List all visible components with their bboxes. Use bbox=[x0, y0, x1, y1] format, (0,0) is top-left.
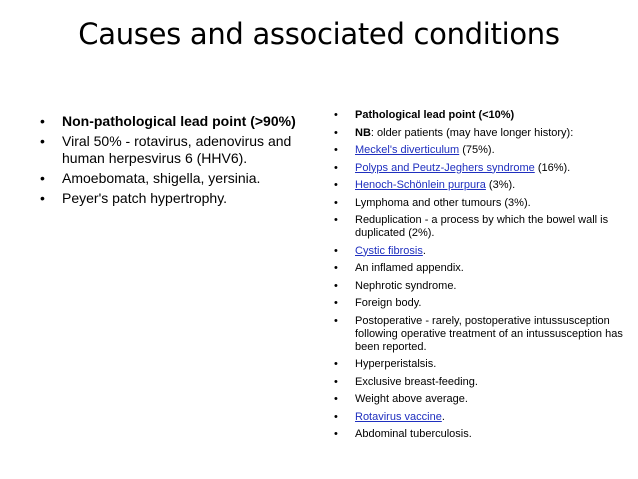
item-text: Hyperperistalsis. bbox=[355, 358, 437, 370]
item-text: Foreign body. bbox=[355, 297, 422, 309]
bullet-icon: • bbox=[40, 190, 45, 206]
left-list-item bbox=[40, 133, 310, 167]
item-text: Peyer's patch hypertrophy. bbox=[62, 190, 228, 206]
bullet-icon: • bbox=[334, 109, 338, 121]
right-list-item bbox=[334, 214, 624, 240]
right-list-item bbox=[334, 315, 624, 354]
item-text: Viral 50% - rotavirus, adenovirus and human herpesvirus 6 (HHV6). bbox=[62, 133, 292, 166]
item-text: Weight above average. bbox=[355, 393, 468, 405]
slide-title: Causes and associated conditions bbox=[78, 17, 560, 51]
bullet-icon: • bbox=[334, 126, 338, 139]
left-list-item bbox=[40, 170, 310, 187]
left-list-item bbox=[40, 113, 310, 130]
right-list-item bbox=[334, 245, 624, 258]
right-list-item bbox=[334, 428, 624, 441]
item-text: (3%). bbox=[485, 179, 516, 191]
item-bold-text: Non-pathological lead point (>90%) bbox=[62, 113, 296, 129]
item-text: . bbox=[422, 244, 426, 257]
right-list-item bbox=[334, 376, 624, 389]
bullet-icon: • bbox=[334, 244, 338, 257]
bullet-icon: • bbox=[334, 144, 338, 156]
right-list-item bbox=[334, 393, 624, 406]
item-text: Amoebomata, shigella, yersinia. bbox=[62, 170, 261, 186]
item-link[interactable]: Meckel's diverticulum bbox=[355, 144, 460, 156]
item-bold-text: NB bbox=[355, 126, 371, 139]
item-text: Lymphoma and other tumours (3%). bbox=[355, 196, 531, 209]
item-link[interactable]: Polyps and Peutz-Jeghers syndrome bbox=[355, 161, 535, 174]
item-link[interactable]: Cystic fibrosis bbox=[355, 244, 423, 257]
item-link[interactable]: Henoch-Schönlein purpura bbox=[355, 179, 486, 191]
right-list-item bbox=[334, 109, 624, 122]
bullet-icon: • bbox=[40, 133, 45, 149]
item-text: Reduplication - a process by which the bowel wall is duplicated (2%). bbox=[355, 214, 609, 239]
bullet-icon: • bbox=[40, 113, 45, 129]
item-link[interactable]: Rotavirus vaccine bbox=[355, 410, 442, 423]
bullet-icon: • bbox=[334, 179, 338, 191]
bullet-icon: • bbox=[334, 358, 338, 370]
bullet-icon: • bbox=[334, 161, 338, 174]
bullet-icon: • bbox=[334, 297, 338, 309]
item-text: . bbox=[441, 410, 445, 423]
item-text: Nephrotic syndrome. bbox=[355, 279, 457, 292]
right-list-item bbox=[334, 162, 624, 175]
right-list-item bbox=[334, 280, 624, 293]
bullet-icon: • bbox=[334, 410, 338, 423]
right-list-item bbox=[334, 262, 624, 275]
item-text: Abdominal tuberculosis. bbox=[355, 428, 472, 440]
item-bold-text: Pathological lead point (<10%) bbox=[355, 109, 515, 121]
item-text: Postoperative - rarely, postoperative intussusception following operative treatment of an intussusception has been reported. bbox=[355, 314, 623, 353]
bullet-icon: • bbox=[334, 214, 338, 226]
bullet-icon: • bbox=[334, 196, 338, 209]
item-text: (75%). bbox=[459, 144, 495, 156]
right-list-item bbox=[334, 197, 624, 210]
right-list-item bbox=[334, 144, 624, 157]
pathological-list bbox=[334, 109, 624, 446]
item-text: Exclusive breast-feeding. bbox=[355, 375, 478, 388]
item-text: An inflamed appendix. bbox=[355, 262, 464, 274]
item-text: : older patients (may have longer history): bbox=[370, 126, 574, 139]
bullet-icon: • bbox=[334, 428, 338, 440]
bullet-icon: • bbox=[334, 262, 338, 274]
right-list-item bbox=[334, 179, 624, 192]
bullet-icon: • bbox=[334, 279, 338, 292]
bullet-icon: • bbox=[334, 393, 338, 405]
right-list-item bbox=[334, 127, 624, 140]
right-list-item bbox=[334, 297, 624, 310]
non-pathological-list bbox=[40, 113, 310, 210]
right-list-item bbox=[334, 358, 624, 371]
item-text: (16%). bbox=[534, 161, 571, 174]
bullet-icon: • bbox=[40, 170, 45, 186]
left-list-item bbox=[40, 190, 310, 207]
bullet-icon: • bbox=[334, 375, 338, 388]
bullet-icon: • bbox=[334, 314, 338, 327]
right-list-item bbox=[334, 411, 624, 424]
